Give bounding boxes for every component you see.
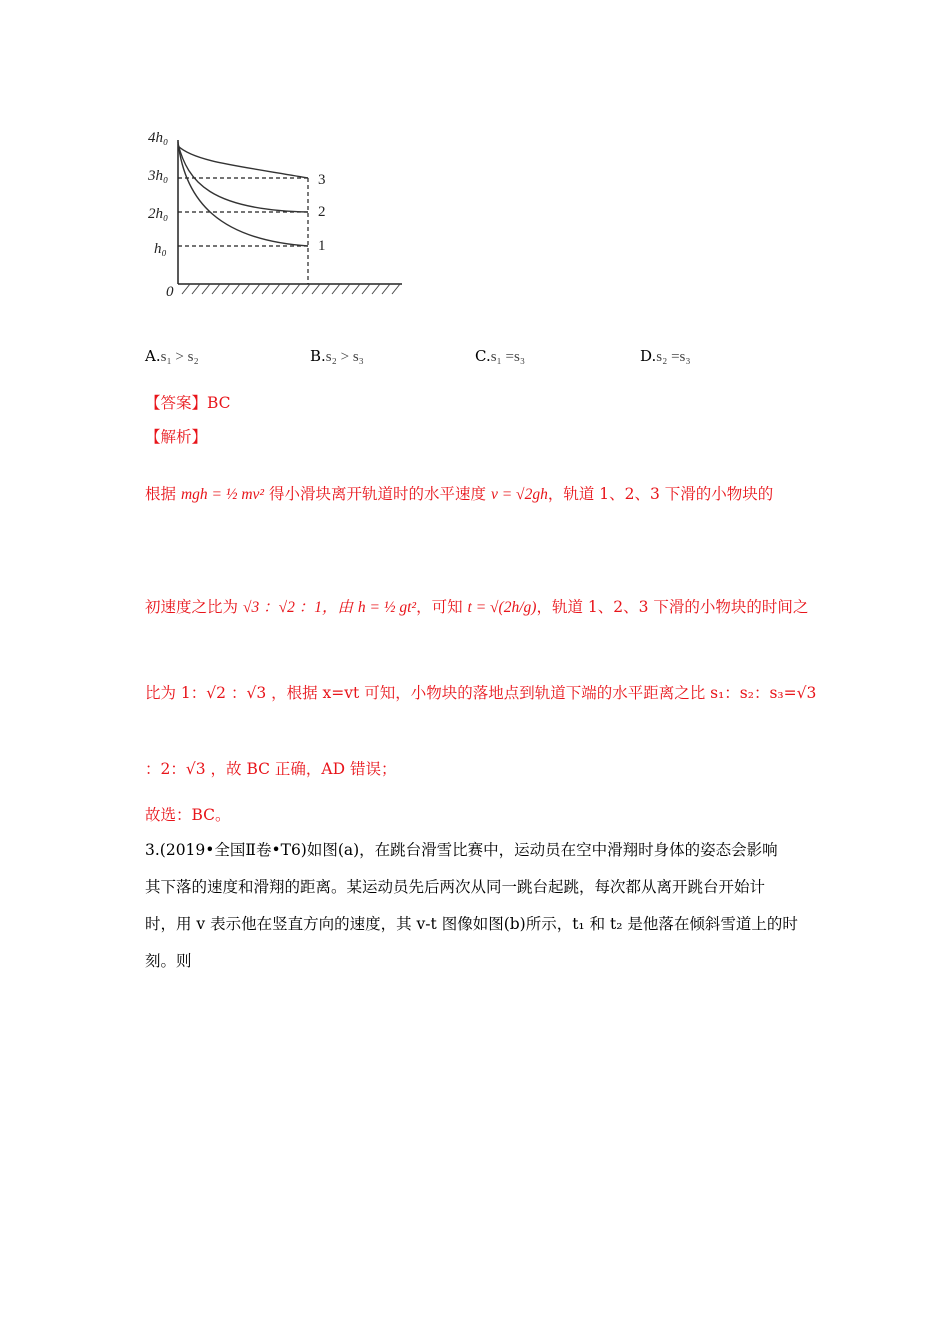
conclusion-line: 故选：BC。 [145,806,231,824]
analysis-line-1: 根据 mgh = ½ mv² 得小滑块离开轨道时的水平速度 v = √2gh，轨道 1、2、3 下滑的小物块的 [145,485,774,503]
analysis-line-3: 比为 1：√2 ：√3 ，根据 x=vt 可知，小物块的落地点到轨道下端的水平距离之比 s₁：s₂：s₃=√3 [145,684,817,702]
question-3-line-1: 3.(2019•全国Ⅱ卷•T6)如图(a)，在跳台滑雪比赛中，运动员在空中滑翔时身体的姿态会影响 [145,841,778,859]
question-3-line-3: 时，用 v 表示他在竖直方向的速度，其 v-t 图像如图(b)所示，t₁ 和 t₂ 是他落在倾斜雪道上的时 [145,915,798,933]
answer-line: 【答案】BC [145,394,231,412]
track-1 [178,142,308,246]
equation-time: t = √(2h/g) [467,599,537,616]
question-3-line-2: 其下落的速度和滑翔的距离。某运动员先后两次从同一跳台起跳，每次都从离开跳台开始计 [145,878,766,896]
question-3-line-4: 刻。则 [145,952,192,970]
analysis-title: 【解析】 [145,428,208,446]
track-diagram [140,122,410,302]
analysis-line-2: 初速度之比为 √3 ：√2 ：1，由 h = ½ gt²，可知 t = √(2h/g)，轨道 1、2、3 下滑的小物块的时间之 [145,598,809,616]
track-3 [178,146,308,178]
y-label-h0: h₀ [154,241,167,257]
analysis-line-4: ：2：√3 ，故 BC 正确，AD 错误； [145,760,397,778]
track-label-2: 2 [318,204,326,220]
option-d[interactable]: D.s₂ =s₃ [640,347,691,365]
equation-velocity: v = √2gh [490,486,548,503]
option-c[interactable]: C.s₁ =s₃ [475,347,526,365]
track-label-1: 1 [318,238,326,254]
y-label-2h0: 2h₀ [148,206,169,222]
y-label-4h0: 4h₀ [148,130,169,146]
y-label-3h0: 3h₀ [148,168,169,184]
option-b[interactable]: B.s₂ > s₃ [310,347,364,365]
equation-energy: mgh = ½ mv² [180,486,265,503]
option-a[interactable]: A.s₁ > s₂ [145,347,199,365]
y-label-origin: 0 [166,284,174,300]
equation-height: h = ½ gt² [357,599,417,616]
track-label-3: 3 [318,172,326,188]
